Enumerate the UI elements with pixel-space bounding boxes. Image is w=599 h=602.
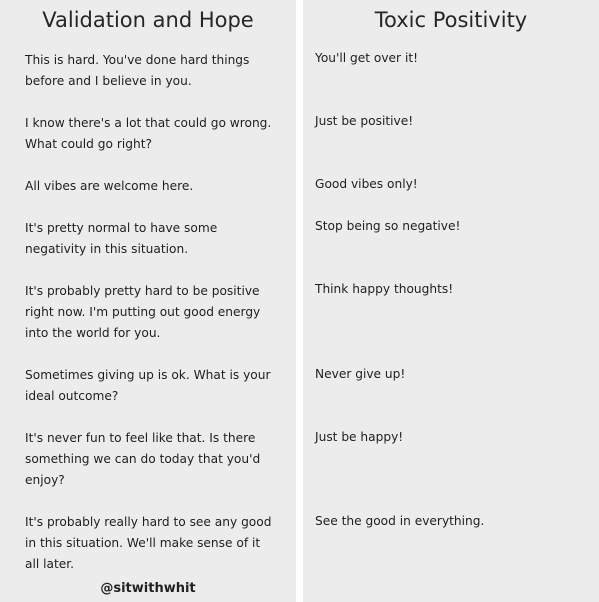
validation-item [25,365,271,407]
validation-line: All vibes are welcome here. [25,179,194,193]
validation-item [25,218,217,260]
validation-line: before and I believe in you. [25,74,192,88]
validation-item [25,176,193,197]
validation-line: all later. [25,557,75,571]
validation-line: I know there's a lot that could go wrong. [25,116,272,130]
validation-line: Sometimes giving up is ok. What is your [25,368,271,382]
toxic-item: Think happy thoughts! [315,282,454,296]
toxic-item: Never give up! [315,367,406,381]
toxic-positivity-column [303,0,599,602]
validation-item [25,281,260,344]
validation-line: It's never fun to feel like that. Is there [25,431,256,445]
validation-line: It's pretty normal to have some [25,221,218,235]
validation-item [25,50,249,92]
toxic-item: See the good in everything. [315,514,485,528]
toxic-item: Stop being so negative! [315,219,461,233]
validation-column [0,0,296,602]
validation-item [25,512,271,575]
validation-line: What could go right? [25,137,152,151]
toxic-item: Just be positive! [315,114,414,128]
validation-line: something we can do today that you'd [25,452,261,466]
toxic-item: Just be happy! [315,430,404,444]
validation-item [25,113,271,155]
validation-line: in this situation. We'll make sense of it [25,536,261,550]
validation-line: It's probably pretty hard to be positive [25,284,260,298]
validation-line: enjoy? [25,473,65,487]
toxic-positivity-column-title: Toxic Positivity [374,8,528,32]
validation-item [25,428,260,491]
toxic-item: You'll get over it! [315,51,418,65]
validation-line: into the world for you. [25,326,161,340]
validation-line: It's probably really hard to see any good [25,515,272,529]
validation-line: right now. I'm putting out good energy [25,305,261,319]
validation-line: ideal outcome? [25,389,119,403]
author-handle: @sitwithwhit [100,581,196,596]
validation-line: This is hard. You've done hard things [25,53,250,67]
toxic-item: Good vibes only! [315,177,418,191]
validation-line: negativity in this situation. [25,242,189,256]
validation-column-title: Validation and Hope [42,8,254,32]
